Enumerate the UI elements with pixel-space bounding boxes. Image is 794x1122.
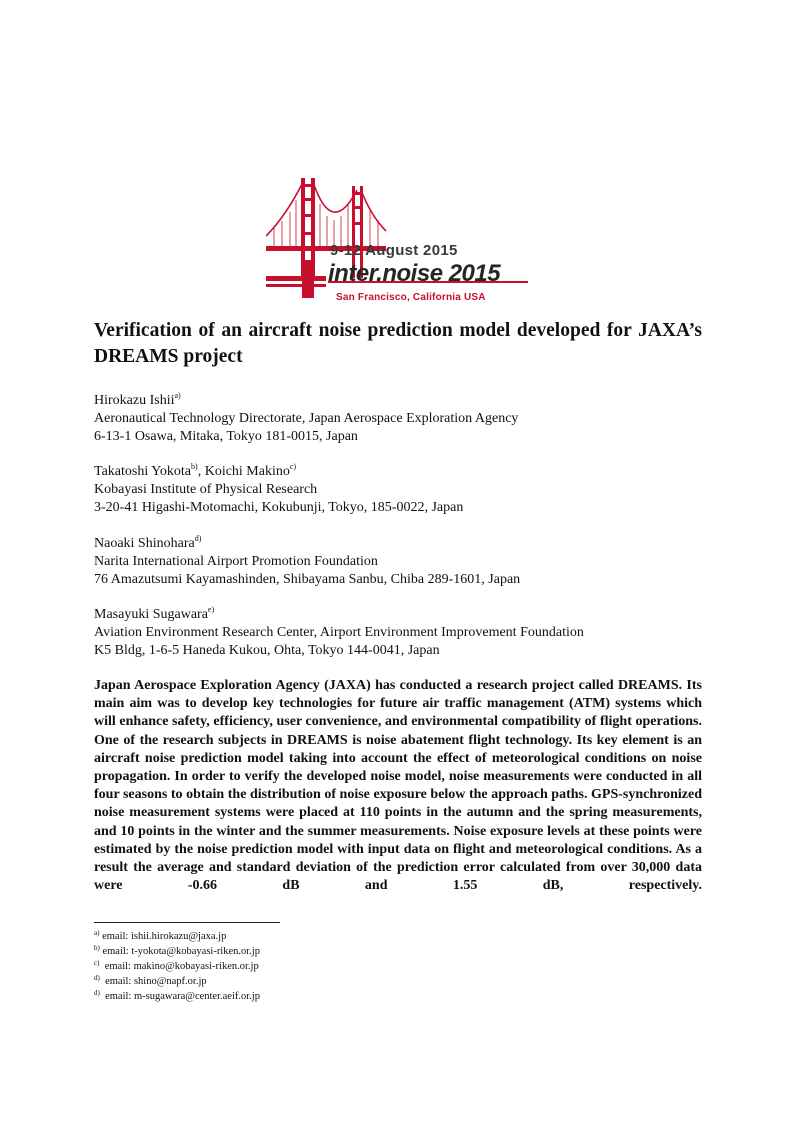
- footnote-mark: c): [94, 959, 100, 967]
- author-name: Hirokazu Ishii: [94, 393, 175, 408]
- author-name: Koichi Makino: [204, 464, 290, 479]
- footnote-mark: a): [94, 929, 100, 937]
- author-name: Masayuki Sugawara: [94, 607, 208, 622]
- author-footnote-mark: a): [174, 391, 181, 400]
- logo-date: 9-12 August 2015: [330, 242, 458, 259]
- author-separator: ,: [197, 464, 205, 479]
- footnote-email: email: ishii.hirokazu@jaxa.jp: [99, 931, 227, 942]
- abstract: Japan Aerospace Exploration Agency (JAXA) has conducted a research project called DREAMS. Its main aim was to develop key technologies for future air traffic management (ATM) systems which will enhance safety, efficiency, user convenience, and environmental compatibility of flight operations. One of the research subjects in DREAMS is noise abatement flight technology. Its key element is an aircraft noise prediction model taking into account the effect of meteorological conditions on noise propagation. In order to verify the developed noise model, noise measurements were conducted in all four seasons to obtain the distribution of noise exposure below the approach paths. GPS-synchronized noise measurement systems were placed at 110 points in the autumn and the spring measurements, and 10 points in the winter and the summer measurements. Noise exposure levels at these points were estimated by the noise prediction model with input data on flight and meteorological conditions. As a result the average and standard deviation of the prediction error calculated from over 30,000 data were -0.66 dB and 1.55 dB, respectively.: [94, 678, 702, 894]
- logo-location: San Francisco, California USA: [336, 292, 486, 303]
- author-footnote-mark: b): [191, 462, 198, 471]
- footnote-email: email: t-yokota@kobayasi-riken.or.jp: [99, 946, 260, 957]
- author-affiliation: Kobayasi Institute of Physical Research: [94, 482, 318, 497]
- author-block: [94, 463, 714, 517]
- author-block: [94, 535, 714, 589]
- logo-brand: inter.noise 2015: [328, 260, 501, 287]
- footnote-item: [94, 974, 494, 989]
- paper-title: Verification of an aircraft noise prediction model developed for JAXA’s DREAMS project: [94, 320, 702, 367]
- author-affiliation: Narita International Airport Promotion Foundation: [94, 554, 378, 569]
- footnote-mark: d): [94, 989, 100, 997]
- footnote-item: [94, 959, 494, 974]
- footnote-mark: b): [94, 944, 100, 952]
- conference-logo: [266, 176, 532, 306]
- author-names: [94, 463, 714, 481]
- author-block: [94, 606, 714, 660]
- author-footnote-mark: d): [194, 534, 202, 543]
- author-block: [94, 392, 714, 446]
- author-affiliation: Aeronautical Technology Directorate, Japan Aerospace Exploration Agency: [94, 411, 519, 426]
- author-footnote-mark: e): [207, 605, 215, 614]
- author-footnote-mark: c): [289, 462, 297, 471]
- author-name: Naoaki Shinohara: [94, 536, 195, 551]
- footnotes: [94, 929, 494, 1004]
- author-name: Takatoshi Yokota: [94, 464, 192, 479]
- footnote-email: email: shino@napf.or.jp: [99, 976, 207, 987]
- footnote-item: [94, 944, 494, 959]
- author-address: K5 Bldg, 1-6-5 Haneda Kukou, Ohta, Tokyo 144-0041, Japan: [94, 643, 440, 658]
- author-affiliation: Aviation Environment Research Center, Airport Environment Improvement Foundation: [94, 625, 584, 640]
- author-names: [94, 392, 714, 410]
- footnote-mark: d): [94, 974, 100, 982]
- footnote-item: [94, 929, 494, 944]
- footnote-item: [94, 989, 494, 1004]
- author-address: 3-20-41 Higashi-Motomachi, Kokubunji, Tokyo, 185-0022, Japan: [94, 500, 464, 515]
- author-address: 6-13-1 Osawa, Mitaka, Tokyo 181-0015, Japan: [94, 429, 358, 444]
- footnote-rule: [94, 922, 280, 923]
- author-address: 76 Amazutsumi Kayamashinden, Shibayama Sanbu, Chiba 289-1601, Japan: [94, 572, 521, 587]
- footnote-email: email: m-sugawara@center.aeif.or.jp: [99, 991, 260, 1002]
- author-names: [94, 535, 714, 553]
- footnote-email: email: makino@kobayasi-riken.or.jp: [99, 961, 259, 972]
- author-names: [94, 606, 714, 624]
